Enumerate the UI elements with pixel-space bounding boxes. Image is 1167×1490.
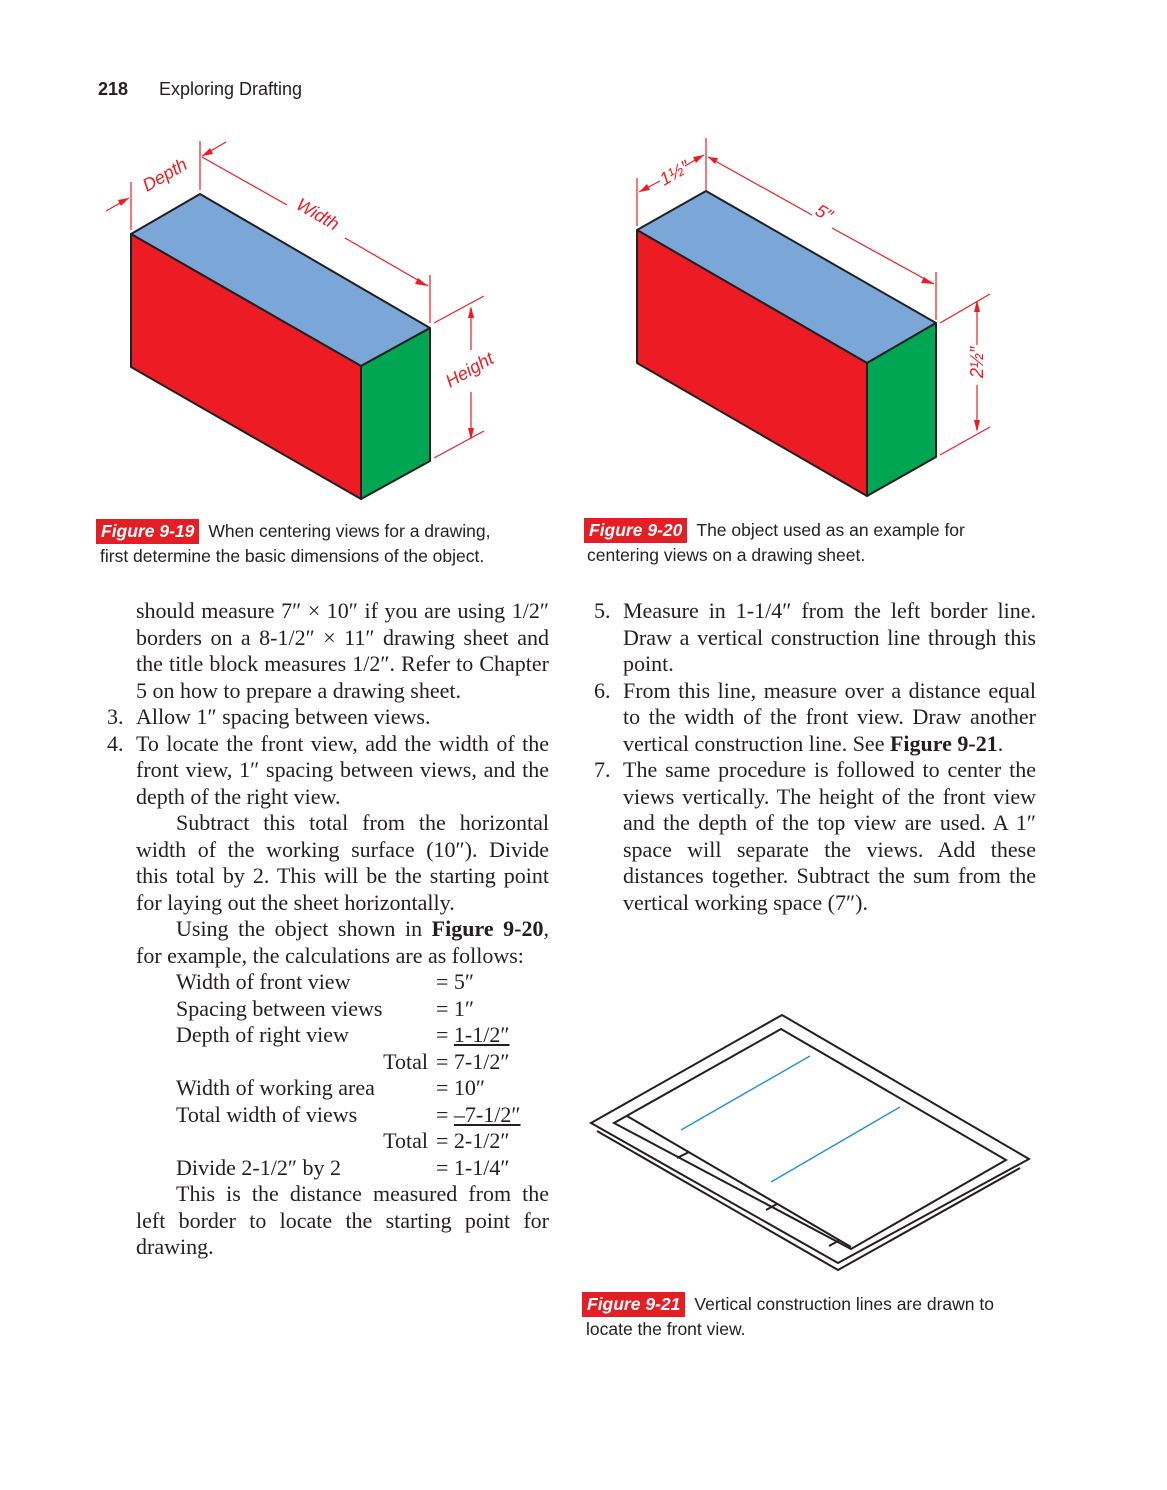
right-column-text — [594, 598, 1036, 916]
calc-value: = 1-1/4″ — [436, 1154, 510, 1180]
page-number: 218 — [98, 79, 129, 99]
calc-total-row — [136, 1128, 549, 1155]
calc-total-label: Total — [383, 1128, 428, 1153]
step-4 — [107, 730, 549, 811]
caption-text: Vertical construction lines are drawn to — [694, 1294, 994, 1314]
step-3 — [107, 704, 549, 731]
calc-value: = 1″ — [436, 995, 475, 1021]
calc-label: Total width of views — [176, 1101, 358, 1127]
using-paragraph — [136, 916, 549, 969]
step-text: Allow 1″ spacing between views. — [136, 704, 431, 729]
figure-9-21-drawing — [585, 1005, 1035, 1280]
left-column-text — [107, 598, 549, 1261]
caption-text: When centering views for a drawing, — [208, 521, 491, 541]
caption-text: locate the front view. — [586, 1319, 746, 1339]
caption-text: first determine the basic dimensions of the object. — [100, 546, 485, 566]
calc-row — [136, 1102, 549, 1129]
height-label: 2½″ — [967, 346, 987, 378]
width-label: Width — [293, 194, 343, 235]
step-text: To locate the front view, add the width of the front view, 1″ spacing between views, and the depth of the right view. — [136, 730, 549, 809]
depth-label: Depth — [139, 154, 191, 196]
book-title: Exploring Drafting — [159, 79, 303, 99]
calc-value: = 1-1/2″ — [436, 1022, 510, 1047]
step-number: 5. — [594, 598, 611, 623]
figure-9-20-caption — [584, 518, 965, 568]
step-text: Measure in 1-1/4″ from the left border line. Draw a vertical construction line through this point. — [623, 598, 1036, 676]
figure-9-19-drawing — [90, 130, 510, 510]
text: Using the object shown in — [176, 916, 432, 941]
calc-label: Width of front view — [176, 969, 351, 994]
calc-value: = 7-1/2″ — [436, 1048, 510, 1074]
calc-label: Divide 2-1/2″ by 2 — [176, 1154, 341, 1180]
step-text: . — [997, 730, 1004, 756]
calc-row — [136, 969, 549, 996]
border-line — [614, 1029, 1006, 1249]
calc-value: = 2-1/2″ — [436, 1128, 510, 1153]
figure-tag: Figure 9-19 — [96, 519, 199, 544]
sheet-shadow — [597, 1131, 1020, 1270]
step-7 — [594, 757, 1036, 916]
step-text: From this line, measure over a distance equal to the width of the front view. Draw another vertical construction line. See — [623, 677, 1036, 756]
calc-label: Depth of right view — [176, 1022, 349, 1047]
step-5 — [594, 598, 1036, 678]
caption-text: centering views on a drawing sheet. — [587, 545, 866, 565]
sheet-outline — [591, 1015, 1029, 1263]
calc-row — [136, 1075, 549, 1102]
width-label: 5″ — [812, 200, 837, 226]
calc-label: Spacing between views — [176, 995, 383, 1021]
figure-9-19-caption — [96, 519, 490, 569]
figure-9-20-drawing — [600, 130, 1000, 510]
calc-row — [136, 996, 549, 1023]
calc-value: = –7-1/2″ — [436, 1101, 521, 1127]
figure-reference: Figure 9-21 — [889, 730, 998, 756]
calc-value: = 10″ — [436, 1075, 486, 1100]
height-label: Height — [442, 348, 498, 392]
step-number: 3. — [107, 704, 124, 729]
caption-text: The object used as an example for — [696, 520, 965, 540]
calc-row — [136, 1155, 549, 1182]
construction-line-2 — [771, 1107, 900, 1182]
calc-label: Width of working area — [176, 1075, 375, 1100]
step-text: The same procedure is followed to center the views vertically. The height of the front view and the depth of the top view are used. A 1″ space will separate the views. Add these distances together. Subtract the sum from the vertical working space (7″). — [623, 757, 1036, 915]
calc-total-label: Total — [383, 1048, 428, 1074]
depth-label: 1½″ — [656, 156, 694, 190]
construction-line-1 — [681, 1056, 810, 1130]
figure-reference: Figure 9-20 — [431, 916, 544, 941]
distance-paragraph: This is the distance measured from the left border to locate the starting point for drawing. — [136, 1181, 549, 1259]
calc-value: = 5″ — [436, 969, 475, 994]
calc-row — [136, 1022, 549, 1049]
continuation-paragraph: should measure 7″ × 10″ if you are using 1/2″ borders on a 8-1/2″ × 11″ drawing sheet and the title block measures 1/2″. Refer to Chapter 5 on how to prepare a drawing sheet. — [136, 598, 549, 703]
step-number: 6. — [594, 677, 611, 703]
step-number: 4. — [107, 730, 124, 756]
calc-total-row — [136, 1049, 549, 1076]
figure-tag: Figure 9-21 — [582, 1292, 685, 1317]
step-number: 7. — [594, 757, 611, 782]
figure-tag: Figure 9-20 — [584, 518, 687, 543]
title-block-line — [627, 1116, 851, 1247]
calculation-table — [136, 969, 549, 1181]
text: , for example, the calculations are as follows: — [136, 916, 549, 968]
step-6 — [594, 677, 1036, 758]
figure-9-21-caption — [582, 1292, 994, 1342]
subtract-paragraph: Subtract this total from the horizontal width of the working surface (10″). Divide this total by 2. This will be the starting point for laying out the sheet horizontally. — [136, 810, 549, 915]
